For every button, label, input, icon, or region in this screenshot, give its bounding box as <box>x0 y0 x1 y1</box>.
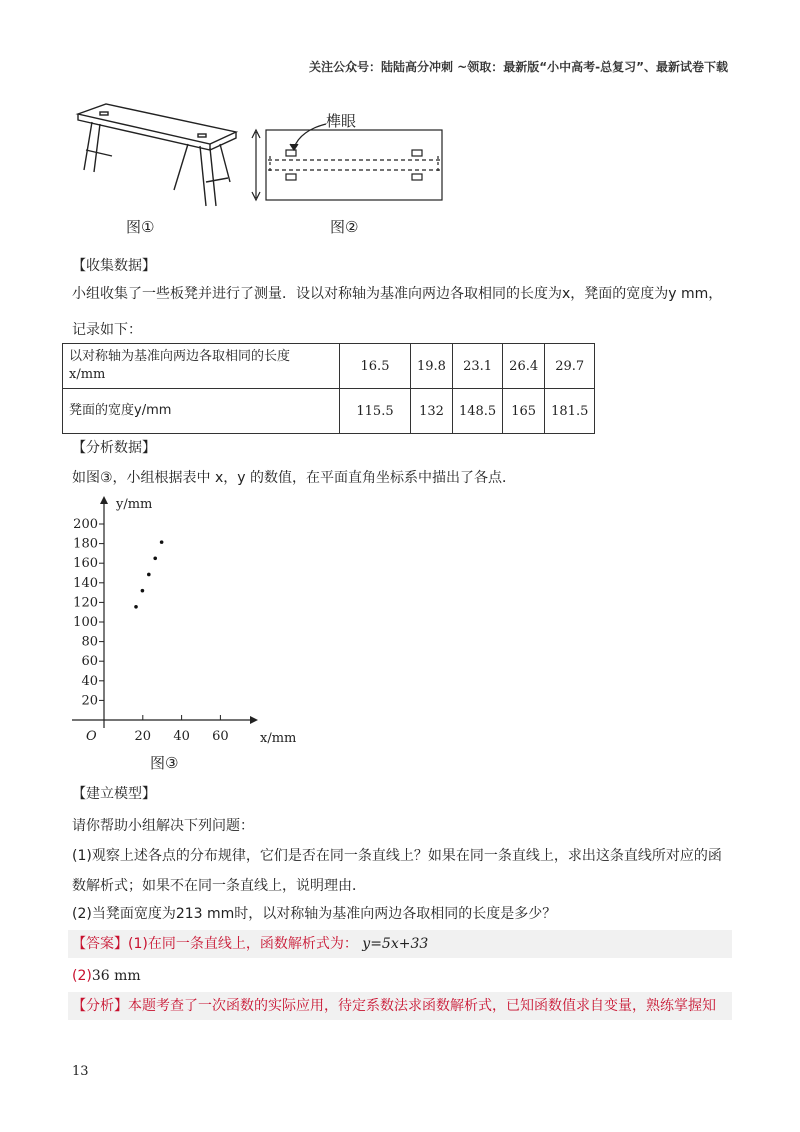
figure-3-caption: 图③ <box>150 754 179 772</box>
data-point <box>153 557 157 561</box>
table-row <box>63 389 595 434</box>
table-cell: 16.5 <box>340 344 411 389</box>
table-cell: 132 <box>411 389 453 434</box>
collect-paragraph-2: 记录如下： <box>72 322 142 338</box>
answer-part-1: (1)在同一条直线上，函数解析式为： <box>128 936 358 952</box>
table-cell: 23.1 <box>452 344 502 389</box>
figure-2-caption: 图② <box>330 218 359 236</box>
mortise-callout: 榫眼 <box>326 112 357 130</box>
data-point <box>160 540 164 544</box>
section-model-heading: 【建立模型】 <box>72 786 156 802</box>
row-label-unit: x/mm <box>69 367 106 382</box>
y-tick-label: 200 <box>73 517 98 532</box>
collect-paragraph: 小组收集了一些板凳并进行了测量．设以对称轴为基准向两边各取相同的长度为x，凳面的宽度为y mm， <box>72 286 723 302</box>
y-tick-label: 120 <box>73 595 98 611</box>
question-1-line-2: 数解析式；如果不在同一条直线上，说明理由． <box>72 878 366 894</box>
table-row <box>63 344 595 389</box>
analysis-line <box>72 996 716 1016</box>
section-collect-heading: 【收集数据】 <box>72 258 156 274</box>
page-header: 关注公众号：陆陆高分冲刺 ~领取：最新版“小中高考-总复习”、最新试卷下载 <box>309 60 728 74</box>
answer-line-2 <box>72 966 141 986</box>
y-tick-label: 100 <box>73 615 98 630</box>
page-number: 13 <box>72 1064 89 1079</box>
analyze-paragraph: 如图③，小组根据表中 x，y 的数值，在平面直角坐标系中描出了各点． <box>72 470 517 486</box>
data-point <box>134 605 138 609</box>
measurement-table <box>62 343 595 434</box>
question-2: (2)当凳面宽度为213 mm时，以对称轴为基准向两边各取相同的长度是多少？ <box>72 906 557 922</box>
answer-part-2-label: (2) <box>72 968 92 984</box>
table-cell: 181.5 <box>545 389 595 434</box>
table-cell: 19.8 <box>411 344 453 389</box>
figure-1-caption: 图① <box>126 218 155 236</box>
section-analyze-heading: 【分析数据】 <box>72 440 156 456</box>
y-axis-label: y/mm <box>116 497 153 512</box>
x-tick-label: 40 <box>173 729 190 744</box>
y-tick-label: 160 <box>73 556 98 572</box>
table-cell: 165 <box>503 389 545 434</box>
answer-tag: 【答案】 <box>72 936 128 952</box>
answer-formula: y=5x+33 <box>362 936 429 952</box>
y-tick-label: 60 <box>81 654 98 670</box>
x-tick-label: 20 <box>134 729 152 744</box>
question-1-line-1: (1)观察上述各点的分布规律，它们是否在同一条直线上？如果在同一条直线上，求出这条直线所对应的函 <box>72 848 722 864</box>
table-cell: 115.5 <box>340 389 411 434</box>
y-tick-label: 80 <box>81 634 98 650</box>
answer-part-2-value: 36 mm <box>91 968 141 984</box>
y-axis-arrow <box>100 496 108 504</box>
bench-illustration <box>70 98 240 213</box>
y-tick-label: 140 <box>73 575 98 591</box>
model-paragraph: 请你帮助小组解决下列问题： <box>72 818 254 834</box>
table-cell: 26.4 <box>503 344 545 389</box>
analysis-tag: 【分析】 <box>72 998 128 1014</box>
table-row-header: 凳面的宽度y/mm <box>63 389 340 434</box>
x-axis-arrow <box>250 716 258 724</box>
row-label: 以对称轴为基准向两边各取相同的长度 <box>69 349 291 364</box>
data-point <box>147 573 151 577</box>
scatter-chart <box>60 492 320 750</box>
y-tick-label: 20 <box>81 693 98 709</box>
table-cell: 148.5 <box>452 389 502 434</box>
x-tick-label: 60 <box>212 729 229 744</box>
y-tick-label: 180 <box>73 536 98 552</box>
y-tick-label: 40 <box>81 673 98 689</box>
origin-label: O <box>86 729 97 744</box>
data-point <box>141 589 145 593</box>
table-row-header <box>63 344 340 389</box>
x-axis-label: x/mm <box>260 731 297 746</box>
table-cell: 29.7 <box>545 344 595 389</box>
answer-line-1 <box>72 934 428 954</box>
analysis-text: 本题考查了一次函数的实际应用，待定系数法求函数解析式，已知函数值求自变量，熟练掌握知 <box>128 998 716 1014</box>
